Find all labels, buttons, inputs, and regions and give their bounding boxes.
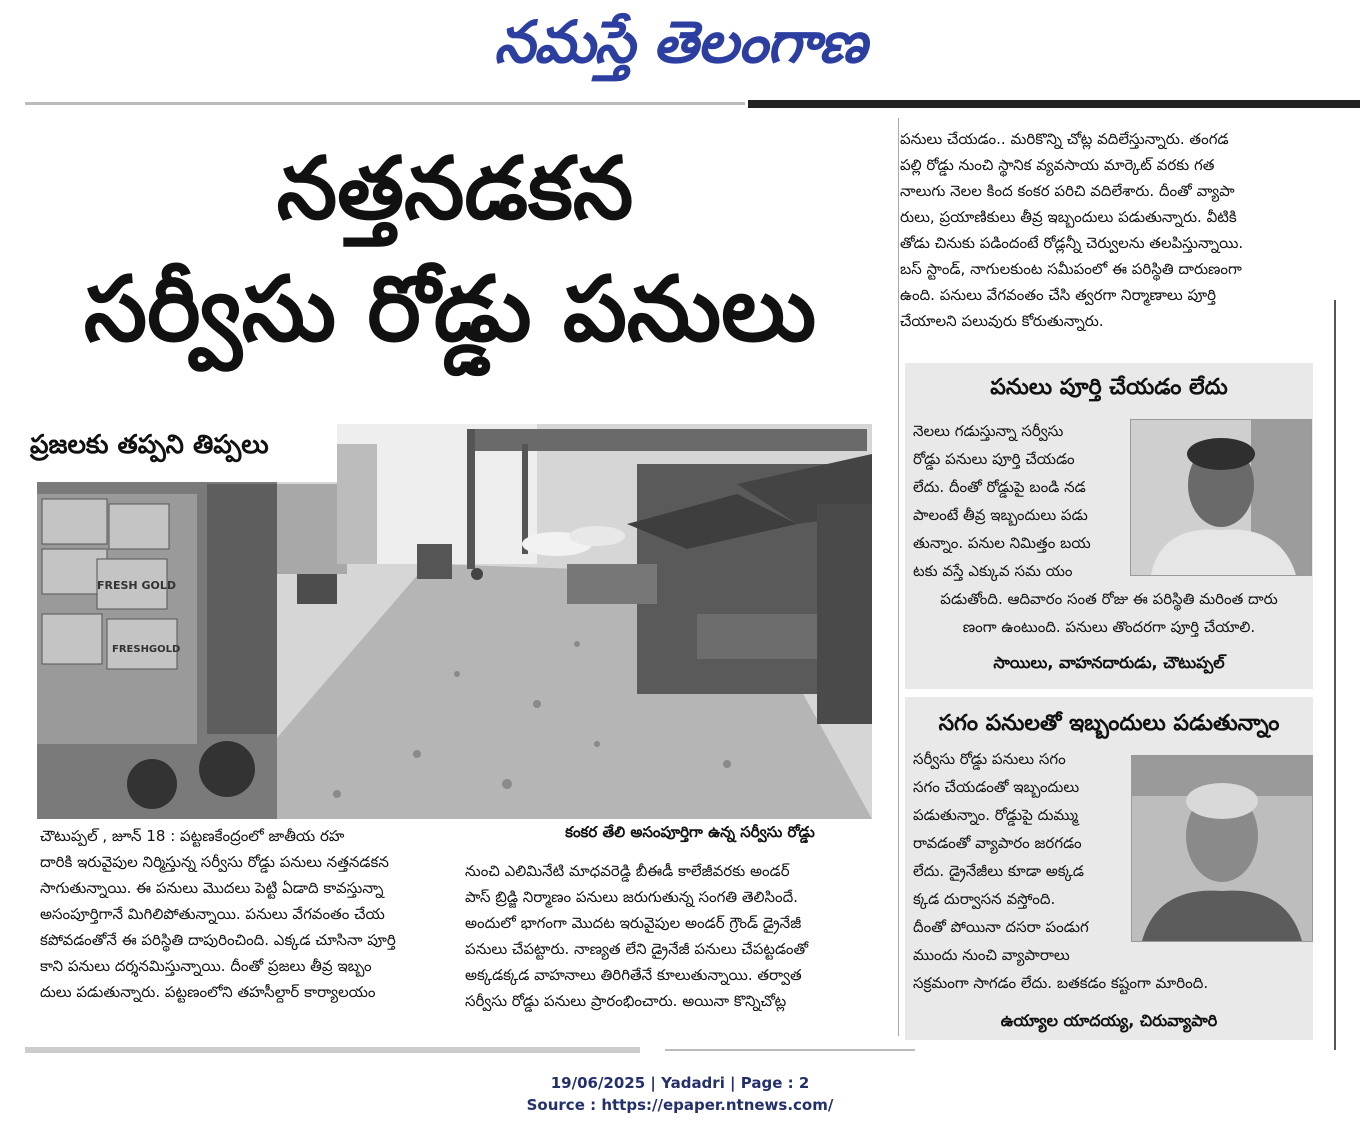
quote-title: సగం పనులతో ఇబ్బందులు పడుతున్నాం: [938, 711, 1280, 736]
quote-line: పడుతోంది. ఆదివారం సంత రోజు ఈ పరిస్థితి మరింత దారు: [940, 590, 1278, 608]
body-line: సాగుతున్నాయి. ఈ పనులు మొదలు పెట్టి ఏడాది కావస్తున్నా: [40, 879, 384, 897]
body-line: సర్వీసు రోడ్డు పనులు ప్రారంభించారు. అయినా కొన్నిచోట్ల: [465, 992, 787, 1010]
headline-line-1: నత్తనడకన: [276, 139, 634, 239]
body-line: కపోవడంతోనే ఈ పరిస్థితి దాపురించింది. ఎక్కడ చూసినా పూర్తి: [40, 931, 396, 949]
body-line: అసంపూర్తిగానే మిగిలిపోతున్నాయి. పనులు వేగవంతం చేయ: [40, 905, 385, 923]
quote-signature: ఉయ్యాల యాదయ్య, చిరువ్యాపారి: [1000, 1011, 1218, 1030]
quote-portrait: [1130, 419, 1312, 576]
masthead: [0, 8, 1360, 91]
quote-line: సక్రమంగా సాగడం లేదు. బతకడం కష్టంగా మారింది.: [913, 974, 1209, 992]
quote-line: పాలంటే తీవ్ర ఇబ్బందులు పడు: [913, 506, 1088, 524]
bottom-rule: [25, 1047, 640, 1053]
body-line: చౌటుప్పల్ , జూన్ 18 : పట్టణకేంద్రంలో జాతీయ రహ: [40, 827, 345, 845]
quote-title: పనులు పూర్తి చేయడం లేదు: [990, 375, 1228, 400]
quote-line: లేదు. దీంతో రోడ్డుపై బండి నడ: [913, 478, 1086, 496]
person-portrait-illustration: [1131, 420, 1311, 575]
quote-line: దీంతో పోయినా దసరా పండుగ: [913, 918, 1089, 936]
page-footer: [0, 1072, 1360, 1116]
body-line: ఉంది. పనులు వేగవంతం చేసి త్వరగా నిర్మాణాలు పూర్తి: [900, 286, 1217, 304]
body-line: దారికి ఇరువైపుల నిర్మిస్తున్న సర్వీసు రోడ్డు పనులు నత్తనడకన: [40, 853, 389, 871]
subheading: ప్రజలకు తప్పని తిప్పలు: [30, 430, 269, 460]
body-line: పల్లి రోడ్డు నుంచి స్థానిక వ్యవసాయ మార్కెట్ వరకు గత: [900, 156, 1215, 174]
body-line: చేయాలని పలువురు కోరుతున్నారు.: [900, 312, 1104, 330]
body-column-2: [465, 858, 875, 1014]
footer-source[interactable]: Source : https://epaper.ntnews.com/: [526, 1096, 834, 1114]
quote-line: సగం చేయడంతో ఇబ్బందులు: [913, 778, 1080, 796]
quote-line: రావడంతో వ్యాపారం జరగడం: [913, 834, 1082, 852]
quote-box-2: [905, 697, 1313, 1040]
body-line: కాని పనులు దర్శనమిస్తున్నాయి. దీంతో ప్రజలు తీవ్ర ఇబ్బం: [40, 957, 372, 975]
body-line: నాలుగు నెలల కింద కంకర పరిచి వదిలేశారు. దీంతో వ్యాపా: [900, 182, 1235, 200]
masthead-rule-right: [748, 100, 1360, 108]
adjacent-article-border: [1334, 300, 1336, 1050]
newspaper-logo: నమస్తే తెలంగాణ: [494, 8, 866, 76]
quote-line: సర్వీసు రోడ్డు పనులు సగం: [913, 750, 1066, 768]
quote-line: లేదు. డ్రైనేజీలు కూడా అక్కడ: [913, 862, 1084, 880]
quote-portrait: [1131, 755, 1313, 942]
body-line: పాస్ బ్రిడ్జి నిర్మాణం పనులు జరుగుతున్న సంగతి తెలిసిందే.: [465, 888, 799, 906]
box-label-2: FRESHGOLD: [112, 644, 181, 655]
quote-box-1: [905, 363, 1313, 689]
bottom-rule-right: [665, 1049, 915, 1051]
person-portrait-illustration: [1132, 756, 1312, 941]
quote-signature: సాయిలు, వాహనదారుడు, చౌటుప్పల్: [993, 653, 1225, 672]
body-line: తోడు చినుకు పడిందంటే రోడ్లన్నీ చెర్వులను తలపిస్తున్నాయి.: [900, 234, 1244, 252]
body-column-3: [900, 126, 1315, 334]
box-label-1: FRESH GOLD: [97, 579, 176, 592]
body-line: పనులు చేపట్టారు. నాణ్యత లేని డ్రైనేజీ పనులు చేపట్టడంతో: [465, 940, 809, 958]
quote-line: రోడ్డు పనులు పూర్తి చేయడం: [913, 450, 1075, 468]
body-line: నుంచి ఎలిమినేటి మాధవరెడ్డి బీఈడీ కాలేజీవరకు అండర్: [465, 862, 790, 880]
masthead-rule-left: [25, 102, 745, 105]
column-divider: [898, 118, 899, 1036]
photo-caption: కంకర తేలి అసంపూర్తిగా ఉన్న సర్వీసు రోడ్డు: [565, 823, 815, 841]
quote-line: తున్నాం. పనుల నిమిత్తం బయ: [913, 534, 1091, 552]
headline-line-2: సర్వీసు రోడ్డు పనులు: [83, 257, 817, 362]
quote-line: ముందు నుంచి వ్యాపారాలు: [913, 946, 1070, 964]
quote-line: ణంగా ఉంటుంది. పనులు తొందరగా పూర్తి చేయాలి.: [962, 618, 1256, 636]
quote-line: పడుతున్నాం. రోడ్డుపై దుమ్ము: [913, 806, 1078, 824]
body-line: దులు పడుతున్నారు. పట్టణంలోని తహసీల్దార్ కార్యాలయం: [40, 983, 376, 1001]
quote-line: క్కడ దుర్వాసన వస్తోంది.: [913, 890, 1056, 908]
quote-line: నెలలు గడుస్తున్నా సర్వీసు: [913, 422, 1064, 440]
body-line: పనులు చేయడం.. మరికొన్ని చోట్ల వదిలేస్తున్నారు. తంగడ: [900, 130, 1229, 148]
body-column-1: [40, 823, 450, 1005]
road-photo-illustration: [37, 424, 872, 819]
article-photo: [37, 424, 872, 819]
body-line: బస్ స్టాండ్, నాగులకుంట సమీపంలో ఈ పరిస్థితి దారుణంగా: [900, 260, 1242, 278]
body-line: రులు, ప్రయాణికులు తీవ్ర ఇబ్బందులు పడుతున్నారు. వీటికి: [900, 208, 1237, 226]
body-line: అక్కడక్కడ వాహనాలు తిరిగితేనే కూలుతున్నాయి. తర్వాత: [465, 966, 802, 984]
footer-date-edition: 19/06/2025 | Yadadri | Page : 2: [550, 1074, 810, 1092]
body-line: అందులో భాగంగా మొదట ఇరువైపుల అండర్ గ్రౌండ్ డ్రైనేజీ: [465, 914, 802, 932]
quote-line: టకు వస్తే ఎక్కువ సమ యం: [913, 562, 1073, 580]
